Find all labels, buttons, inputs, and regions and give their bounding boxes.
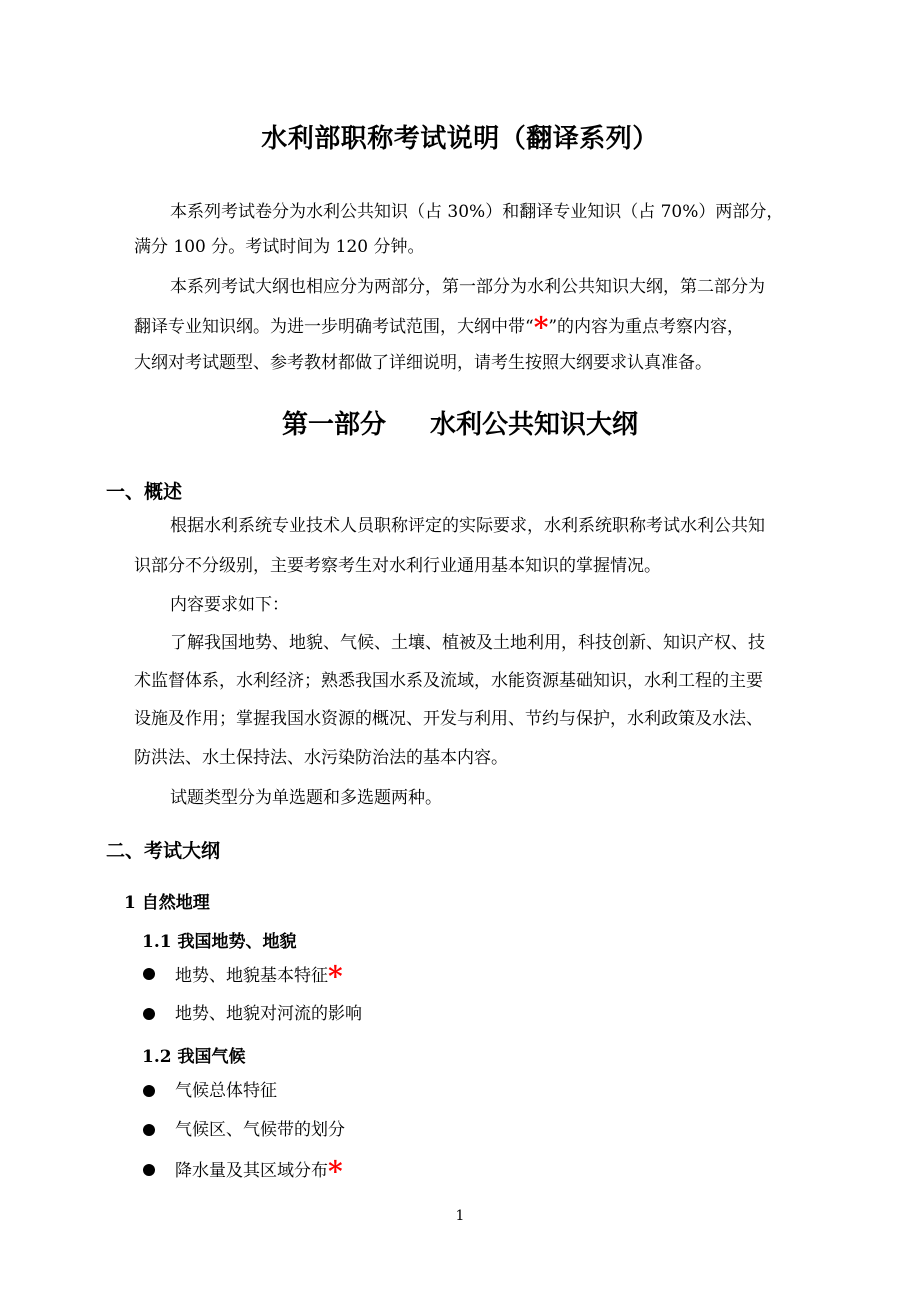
list-item: 地势、地貌对河流的影响 <box>175 1004 362 1024</box>
overview-p1-line1: 根据水利系统专业技术人员职称评定的实际要求，水利系统职称考试水利公共知 <box>170 516 765 536</box>
bullet-icon <box>143 1124 155 1136</box>
part-label: 第一部分 <box>281 410 386 440</box>
bullet-icon <box>143 1008 155 1020</box>
intro-p1-line1: 本系列考试卷分为水利公共知识（占 30%）和翻译专业知识（占 70%）两部分， <box>170 202 784 222</box>
section-heading-overview: 一、概述 <box>106 481 183 503</box>
bullet-icon <box>143 1164 155 1176</box>
intro-p2-line2 <box>134 311 745 344</box>
subsection-heading-terrain: 1.1 我国地势、地貌 <box>142 932 297 952</box>
bullet-icon <box>143 968 155 980</box>
key-point-star-icon: * <box>328 960 343 993</box>
intro-p2-line2-end: ”的内容为重点考察内容， <box>548 317 745 337</box>
overview-p1-line2: 识部分不分级别，主要考察考生对水利行业通用基本知识的掌握情况。 <box>134 556 661 576</box>
overview-p3-line2: 术监督体系，水利经济；熟悉我国水系及流域，水能资源基础知识，水利工程的主要 <box>134 671 763 691</box>
list-item: 气候区、气候带的划分 <box>175 1120 345 1140</box>
intro-p1-line2: 满分 100 分。考试时间为 120 分钟。 <box>134 237 425 257</box>
intro-p2-line2-start: 翻译专业知识纲。为进一步明确考试范围，大纲中带“ <box>134 317 534 337</box>
intro-p2-line3: 大纲对考试题型、参考教材都做了详细说明，请考生按照大纲要求认真准备。 <box>134 353 712 373</box>
page-number: 1 <box>455 1208 465 1224</box>
intro-p2-line1: 本系列考试大纲也相应分为两部分，第一部分为水利公共知识大纲，第二部分为 <box>170 277 765 297</box>
list-item-text: 地势、地貌基本特征 <box>175 966 328 986</box>
subsection-heading-climate: 1.2 我国气候 <box>142 1047 246 1067</box>
list-item <box>175 1155 343 1188</box>
overview-p3-line1: 了解我国地势、地貌、气候、土壤、植被及土地利用，科技创新、知识产权、技 <box>170 633 765 653</box>
part-heading <box>0 404 920 441</box>
bullet-icon <box>143 1085 155 1097</box>
document-title: 水利部职称考试说明（翻译系列） <box>261 124 659 154</box>
overview-p2: 内容要求如下： <box>170 595 289 615</box>
list-item <box>175 960 343 993</box>
chapter-heading: 1 自然地理 <box>124 893 210 913</box>
list-item: 气候总体特征 <box>175 1081 277 1101</box>
key-point-star-icon: * <box>533 311 549 344</box>
part-name: 水利公共知识大纲 <box>430 410 639 440</box>
overview-p3-line3: 设施及作用；掌握我国水资源的概况、开发与利用、节约与保护，水利政策及水法、 <box>134 709 763 729</box>
overview-p3-line4: 防洪法、水土保持法、水污染防治法的基本内容。 <box>134 748 508 768</box>
key-point-star-icon: * <box>328 1155 343 1188</box>
section-heading-outline: 二、考试大纲 <box>106 840 221 862</box>
list-item-text: 降水量及其区域分布 <box>175 1161 328 1181</box>
overview-p4: 试题类型分为单选题和多选题两种。 <box>170 788 442 808</box>
